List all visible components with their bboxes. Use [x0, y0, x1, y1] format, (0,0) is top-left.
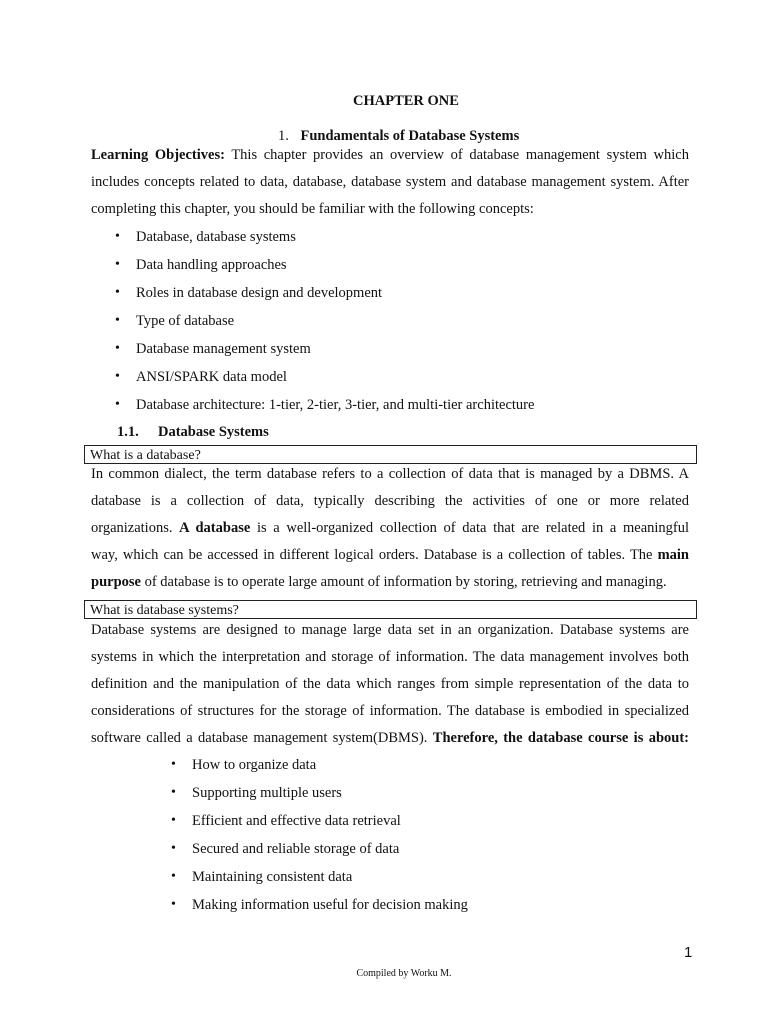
- list-item: • Efficient and effective data retrieval: [192, 807, 468, 835]
- list-item: • How to organize data: [192, 751, 468, 779]
- bullet-icon: •: [171, 869, 176, 884]
- objectives-label: Learning Objectives:: [91, 147, 225, 163]
- list-item: • Data handling approaches: [136, 251, 534, 279]
- bullet-icon: •: [115, 313, 120, 328]
- bullet-icon: •: [115, 369, 120, 384]
- list-item: • Database, database systems: [136, 223, 534, 251]
- chapter-heading: CHAPTER ONE: [353, 93, 459, 109]
- bullet-icon: •: [115, 341, 120, 356]
- question-box-database-systems: What is database systems?: [84, 600, 697, 619]
- bullet-icon: •: [115, 285, 120, 300]
- bullet-icon: •: [171, 785, 176, 800]
- list-item: • Database management system: [136, 335, 534, 363]
- subsection-heading: [117, 424, 269, 441]
- course-topics-list: [171, 751, 468, 919]
- objectives-line-2: includes concepts related to data, database, database system and database management system. After: [91, 174, 689, 190]
- list-item: • Type of database: [136, 307, 534, 335]
- section-number: 1.: [278, 128, 289, 144]
- bullet-icon: •: [171, 813, 176, 828]
- list-item: • Supporting multiple users: [192, 779, 468, 807]
- bullet-icon: •: [115, 397, 120, 412]
- bullet-icon: •: [115, 229, 120, 244]
- list-item: • Roles in database design and development: [136, 279, 534, 307]
- section-title-text: Fundamentals of Database Systems: [300, 128, 520, 144]
- bullet-icon: •: [115, 257, 120, 272]
- objectives-paragraph: [91, 142, 689, 223]
- subsection-title: Database Systems: [158, 424, 269, 440]
- objectives-line-3: completing this chapter, you should be familiar with the following concepts:: [91, 201, 534, 217]
- bullet-icon: •: [171, 897, 176, 912]
- list-item: • Maintaining consistent data: [192, 863, 468, 891]
- bullet-icon: •: [171, 757, 176, 772]
- database-systems-paragraph: Database systems are designed to manage large data set in an organization. Database systems are systems in which the interpretation and storage of information. The data management involves both definition and the manipulation of the data which ranges from simple representation of the data to considerations of structures for the storage of information. The database is embodied in specialized software called a database management system(DBMS). Therefore, the database course is about:: [91, 622, 689, 746]
- list-item: • Database architecture: 1-tier, 2-tier, 3-tier, and multi-tier architecture: [136, 391, 534, 419]
- list-item: • ANSI/SPARK data model: [136, 363, 534, 391]
- database-definition-paragraph: In common dialect, the term database refers to a collection of data that is managed by a DBMS. A database is a collection of data, typically describing the activities of one or more related organizations. A database is a well-organized collection of data that are related in a meaningful way, which can be accessed in different logical orders. Database is a collection of tables. The main purpose of database is to operate large amount of information by storing, retrieving and managing.: [91, 466, 690, 590]
- footer-credit: Compiled by Worku M.: [356, 968, 452, 979]
- objectives-line-1: Learning Objectives: This chapter provides an overview of database management system which: [91, 147, 689, 163]
- subsection-number: 1.1.: [117, 424, 139, 440]
- objectives-list: [115, 223, 535, 419]
- bullet-icon: •: [171, 841, 176, 856]
- question-box-database: What is a database?: [84, 445, 697, 464]
- list-item: • Making information useful for decision making: [192, 891, 468, 919]
- list-item: • Secured and reliable storage of data: [192, 835, 468, 863]
- page-number: 1: [684, 944, 693, 961]
